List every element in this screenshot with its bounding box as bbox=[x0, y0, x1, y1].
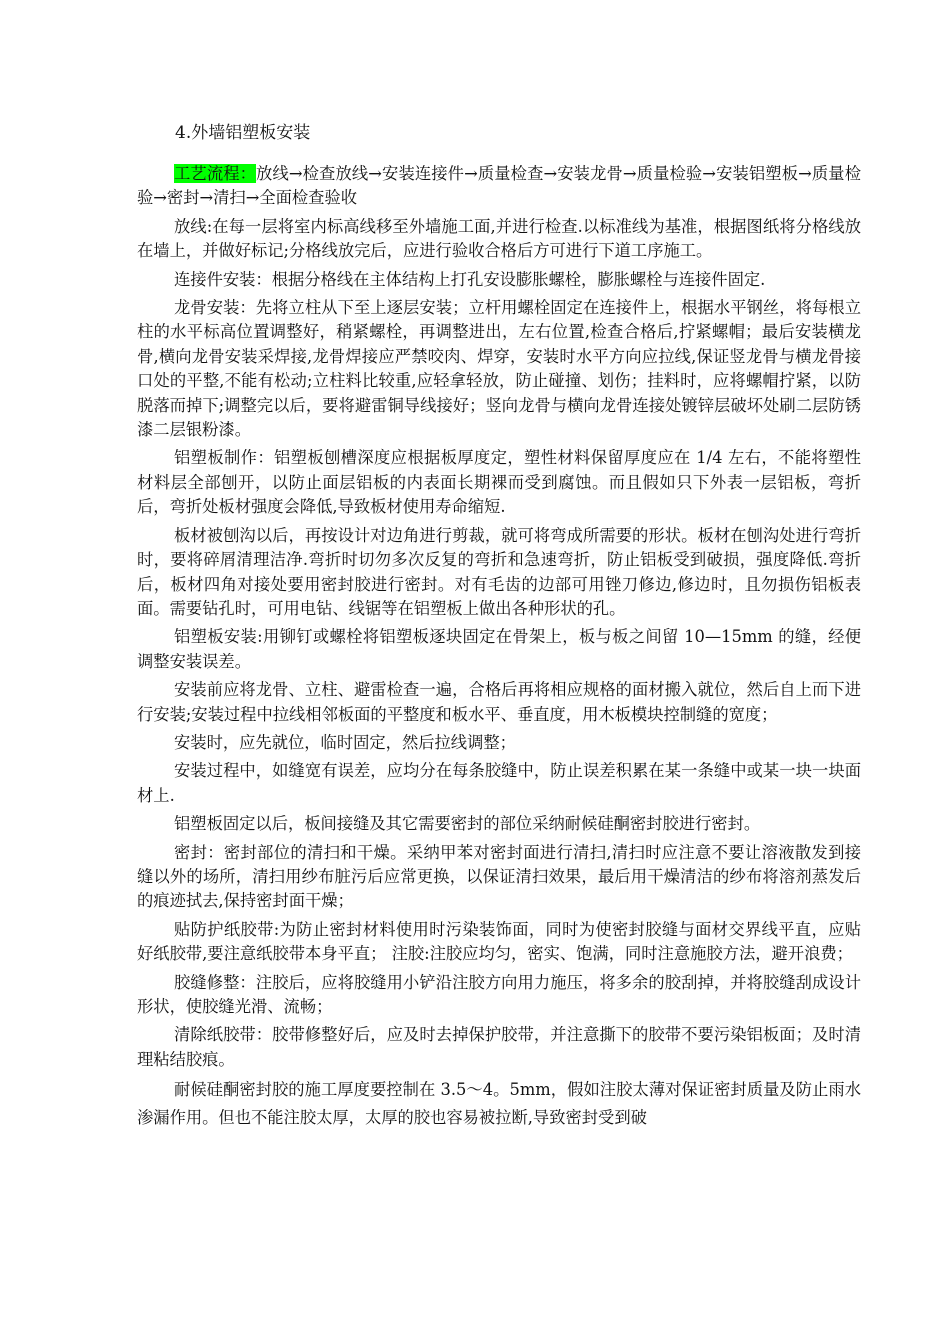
paragraph-layout: 放线:在每一层将室内标高线移至外墙施工面,并进行检查.以标准线为基准，根据图纸将分格线放在墙上，并做好标记;分格线放完后，应进行验收合格后方可进行下道工序施工。 bbox=[137, 216, 861, 261]
paragraph-connector-install: 连接件安装：根据分格线在主体结构上打孔安设膨胀螺栓，膨胀螺栓与连接件固定. bbox=[174, 269, 766, 289]
paragraph-positioning: 安装时，应先就位，临时固定，然后拉线调整； bbox=[174, 732, 516, 752]
paragraph-gap-error: 安装过程中，如缝宽有误差，应均分在每条胶缝中，防止误差积累在某一条缝中或某一块一块面材上. bbox=[137, 761, 861, 805]
process-flow-label: 工艺流程： bbox=[174, 164, 257, 183]
process-flow-text: 放线→检查放线→安装连接件→质量检查→安装龙骨→质量检验→安装铝塑板→质量检验→密封→清扫→全面检查验收 bbox=[137, 164, 861, 208]
paragraph-panel-fabrication: 铝塑板制作：铝塑板刨槽深度应根据板厚度定，塑性材料保留厚度应在 1/4 左右，不能将塑性材料层全部刨开，以防止面层铝板的内表面长期裸而受到腐蚀。而且假如只下外表一层铝板，弯折后，弯折处板材强度会降低,导致板材使用寿命缩短. bbox=[137, 448, 861, 517]
paragraph-keel-install: 龙骨安装：先将立柱从下至上逐层安装；立杆用螺栓固定在连接件上，根据水平钢丝，将每根立柱的水平标高位置调整好，稍紧螺栓，再调整进出，左右位置,检查合格后,拧紧螺帽；最后安装横龙骨,横向龙骨安装采焊接,龙骨焊接应严禁咬肉、焊穿，安装时水平方向应拉线,保证竖龙骨与横龙骨接口处的平整,不能有松动;立柱料比较重,应轻拿轻放，防止碰撞、划伤；挂料时，应将螺帽拧紧，以防脱落而掉下;调整完以后，要将避雷铜导线接好；竖向龙骨与横向龙骨连接处镀锌层破坏处刷二层防锈漆二层银粉漆。 bbox=[137, 298, 861, 440]
section-heading: 4.外墙铝塑板安装 bbox=[175, 123, 311, 143]
paragraph-seal-cleaning: 密封：密封部位的清扫和干燥。采纳甲苯对密封面进行清扫,清扫时应注意不要让溶液散发到接缝以外的场所，清扫用纱布脏污后应常更换，以保证清扫效果，最后用干燥清洁的纱布将溶剂蒸发后的痕迹拭去,保持密封面干燥； bbox=[137, 842, 861, 911]
paragraph-remove-tape: 清除纸胶带：胶带修整好后，应及时去掉保护胶带，并注意撕下的胶带不要污染铝板面；及时清理粘结胶痕。 bbox=[137, 1025, 861, 1069]
paragraph-pre-install-check: 安装前应将龙骨、立柱、避雷检查一遍，合格后再将相应规格的面材搬入就位，然后自上而下进行安装;安装过程中拉线相邻板面的平整度和板水平、垂直度，用木板模块控制缝的宽度； bbox=[137, 680, 861, 724]
process-flow-paragraph bbox=[137, 162, 861, 211]
paragraph-panel-install: 铝塑板安装:用铆钉或螺栓将铝塑板逐块固定在骨架上，板与板之间留 10—15mm 的缝，经便调整安装误差。 bbox=[137, 627, 861, 671]
paragraph-sealant-thickness: 耐候硅酮密封胶的施工厚度要控制在 3.5～4。5mm，假如注胶太薄对保证密封质量及防止雨水渗漏作用。但也不能注胶太厚，太厚的胶也容易被拉断,导致密封受到破 bbox=[137, 1080, 861, 1128]
paragraph-panel-bending: 板材被刨沟以后，再按设计对边角进行剪裁，就可将弯成所需要的形状。板材在刨沟处进行弯折时，要将碎屑清理洁净.弯折时切勿多次反复的弯折和急速弯折，防止铝板受到破损，强度降低.弯折后，板材四角对接处要用密封胶进行密封。对有毛齿的边部可用锉刀修边,修边时，且勿损伤铝板表面。需要钻孔时，可用电钻、线锯等在铝塑板上做出各种形状的孔。 bbox=[137, 525, 861, 618]
paragraph-joint-trimming: 胶缝修整：注胶后，应将胶缝用小铲沿注胶方向用力施压，将多余的胶刮掉，并将胶缝刮成设计形状，使胶缝光滑、流畅； bbox=[137, 972, 861, 1016]
paragraph-protective-tape: 贴防护纸胶带:为防止密封材料使用时污染装饰面，同时为使密封胶缝与面材交界线平直，应贴好纸胶带,要注意纸胶带本身平直； 注胶:注胶应均匀，密实、饱满，同时注意施胶方法，避开浪费； bbox=[137, 919, 861, 964]
document-body bbox=[137, 120, 861, 1132]
paragraph-sealant: 铝塑板固定以后，板间接缝及其它需要密封的部位采纳耐候硅酮密封胶进行密封。 bbox=[174, 814, 761, 834]
